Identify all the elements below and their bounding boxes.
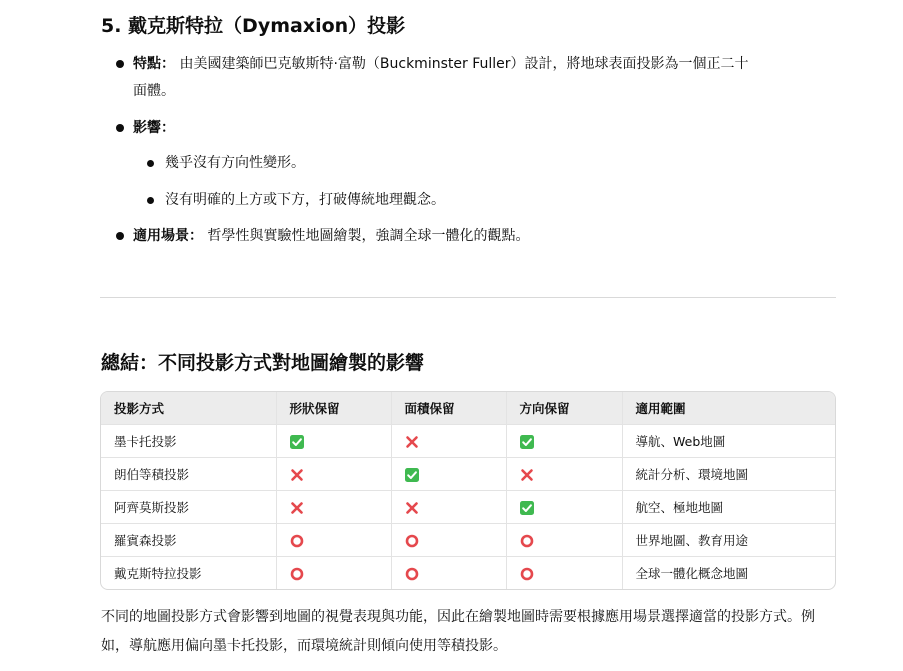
column-header: 適用範圍 bbox=[622, 392, 835, 425]
item-label: 影響： bbox=[133, 120, 175, 136]
item-label: 特點： bbox=[133, 56, 175, 72]
bullet bbox=[116, 60, 124, 68]
usage-scope: 統計分析、環境地圖 bbox=[622, 458, 835, 491]
preservation-cell bbox=[506, 557, 622, 590]
preservation-cell bbox=[391, 524, 506, 557]
projection-name: 阿齊莫斯投影 bbox=[101, 491, 276, 524]
usage-scope: 航空、極地地圖 bbox=[622, 491, 835, 524]
preservation-cell bbox=[391, 557, 506, 590]
table-header-row bbox=[101, 392, 835, 425]
bullet bbox=[116, 232, 124, 240]
projection-name: 朗伯等積投影 bbox=[101, 458, 276, 491]
summary-heading: 總結：不同投影方式對地圖繪製的影響 bbox=[101, 352, 425, 374]
comparison-table bbox=[100, 391, 836, 590]
circle-icon bbox=[405, 567, 419, 581]
sub-item: 沒有明確的上方或下方，打破傳統地理觀念。 bbox=[165, 192, 445, 208]
preservation-cell bbox=[506, 458, 622, 491]
preservation-cell bbox=[276, 425, 391, 458]
preservation-cell bbox=[276, 458, 391, 491]
item-label: 適用場景： bbox=[133, 228, 203, 244]
table-row bbox=[101, 491, 835, 524]
circle-icon bbox=[290, 534, 304, 548]
preservation-cell bbox=[391, 425, 506, 458]
table-row bbox=[101, 557, 835, 590]
usage-scope: 全球一體化概念地圖 bbox=[635, 566, 749, 581]
circle-icon bbox=[520, 534, 534, 548]
divider bbox=[100, 297, 836, 298]
usage-scope: 導航、Web地圖 bbox=[622, 425, 835, 458]
preservation-cell bbox=[506, 491, 622, 524]
circle-icon bbox=[290, 567, 304, 581]
list-item-impact bbox=[133, 114, 175, 142]
preservation-cell bbox=[391, 458, 506, 491]
check-icon bbox=[405, 468, 419, 482]
preservation-cell bbox=[391, 491, 506, 524]
preservation-cell bbox=[506, 425, 622, 458]
table-row bbox=[101, 524, 835, 557]
circle-icon bbox=[520, 567, 534, 581]
table-row bbox=[101, 458, 835, 491]
cross-icon bbox=[290, 468, 304, 482]
preservation-cell bbox=[506, 524, 622, 557]
preservation-cell bbox=[276, 557, 391, 590]
sub-item: 幾乎沒有方向性變形。 bbox=[165, 155, 305, 171]
column-header: 投影方式 bbox=[101, 392, 276, 425]
projection-name: 羅賓森投影 bbox=[101, 524, 276, 557]
column-header: 面積保留 bbox=[391, 392, 506, 425]
preservation-cell bbox=[276, 524, 391, 557]
sub-bullet bbox=[147, 160, 154, 167]
sub-bullet bbox=[147, 197, 154, 204]
cross-icon bbox=[520, 468, 534, 482]
cross-icon bbox=[405, 435, 419, 449]
cross-icon bbox=[405, 501, 419, 515]
section-heading: 5. 戴克斯特拉（Dymaxion）投影 bbox=[101, 15, 406, 37]
check-icon bbox=[290, 435, 304, 449]
cross-icon bbox=[290, 501, 304, 515]
list-item-features bbox=[133, 50, 749, 78]
usage-scope: 世界地圖、教育用途 bbox=[622, 524, 835, 557]
circle-icon bbox=[405, 534, 419, 548]
item-text-continued: 面體。 bbox=[133, 83, 175, 99]
table-row bbox=[101, 425, 835, 458]
check-icon bbox=[520, 501, 534, 515]
preservation-cell bbox=[276, 491, 391, 524]
column-header: 形狀保留 bbox=[276, 392, 391, 425]
item-text: 哲學性與實驗性地圖繪製，強調全球一體化的觀點。 bbox=[207, 228, 530, 244]
conclusion-paragraph: 不同的地圖投影方式會影響到地圖的視覺表現與功能，因此在繪製地圖時需要根據應用場景選擇適當的投影方式。例如，導航應用偏向墨卡托投影，而環境統計則傾向使用等積投影。 bbox=[101, 609, 815, 654]
projection-name: 戴克斯特拉投影 bbox=[101, 557, 276, 590]
check-icon bbox=[520, 435, 534, 449]
bullet bbox=[116, 124, 124, 132]
item-text: 由美國建築師巴克敏斯特·富勒（Buckminster Fuller）設計，將地球表面投影為一個正二十 bbox=[179, 56, 749, 72]
column-header: 方向保留 bbox=[506, 392, 622, 425]
list-item-usage bbox=[133, 222, 529, 250]
projection-name: 墨卡托投影 bbox=[101, 425, 276, 458]
